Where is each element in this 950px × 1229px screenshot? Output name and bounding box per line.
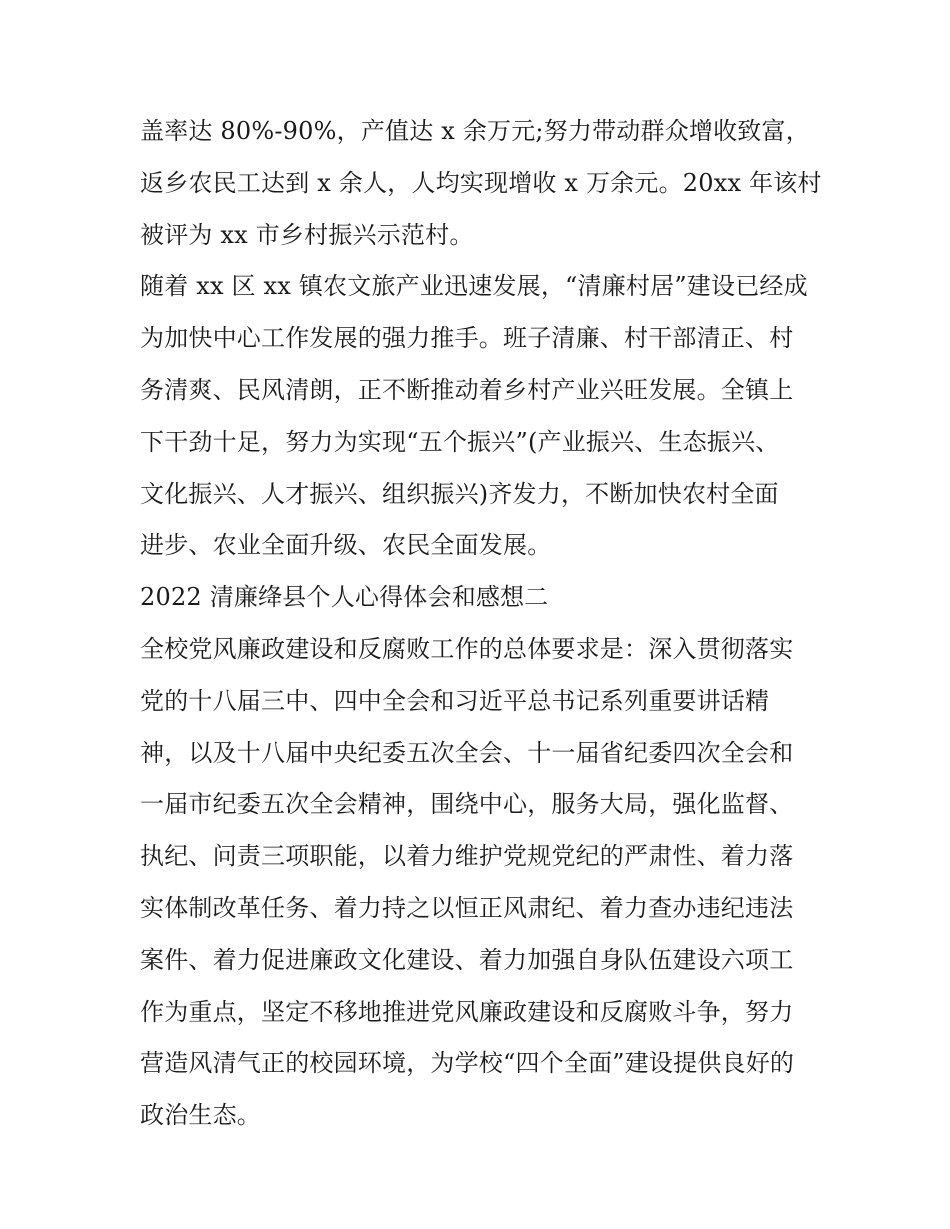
document-body [140, 106, 820, 1142]
text-line: 文化振兴、人才振兴、组织振兴)齐发力，不断加快农村全面 [140, 479, 779, 508]
text-line: 案件、着力促进廉政文化建设、着力加强自身队伍建设六项工 [140, 945, 794, 974]
text-line: 盖率达 80%-90%，产值达 x 余万元;努力带动群众增收致富， [140, 117, 810, 145]
text-line: 全校党风廉政建设和反腐败工作的总体要求是：深入贯彻落实 [140, 634, 794, 663]
text-line: 执纪、问责三项职能，以着力维护党规党纪的严肃性、着力落 [140, 842, 794, 871]
text-line: 营造风清气正的校园环境，为学校“四个全面”建设提供良好的 [140, 1049, 795, 1078]
text-line: 政治生态。 [140, 1101, 261, 1130]
text-line: 神，以及十八届中央纪委五次全会、十一届省纪委四次全会和 [140, 738, 794, 767]
text-line: 实体制改革任务、着力持之以恒正风肃纪、着力查办违纪违法 [140, 893, 794, 922]
text-line: 一届市纪委五次全会精神，围绕中心，服务大局，强化监督、 [140, 790, 794, 819]
text-line: 作为重点，坚定不移地推进党风廉政建设和反腐败斗争，努力 [140, 997, 794, 1026]
text-line: 党的十八届三中、四中全会和习近平总书记系列重要讲话精 [140, 686, 770, 715]
text-line: 随着 xx 区 xx 镇农文旅产业迅速发展，“清廉村居”建设已经成 [140, 272, 808, 301]
text-line: 下干劲十足，努力为实现“五个振兴”(产业振兴、生态振兴、 [140, 427, 780, 456]
text-line: 为加快中心工作发展的强力推手。班子清廉、村干部清正、村 [140, 324, 794, 353]
text-line: 进步、农业全面升级、农民全面发展。 [140, 531, 552, 560]
section-heading: 2022 清廉绛县个人心得体会和感想二 [140, 583, 549, 612]
text-line: 务清爽、民风清朗，正不断推动着乡村产业兴旺发展。全镇上 [140, 375, 794, 404]
text-line: 返乡农民工达到 x 余人，人均实现增收 x 万余元。20xx 年该村 [140, 168, 822, 197]
text-line: 被评为 xx 市乡村振兴示范村。 [140, 220, 474, 249]
